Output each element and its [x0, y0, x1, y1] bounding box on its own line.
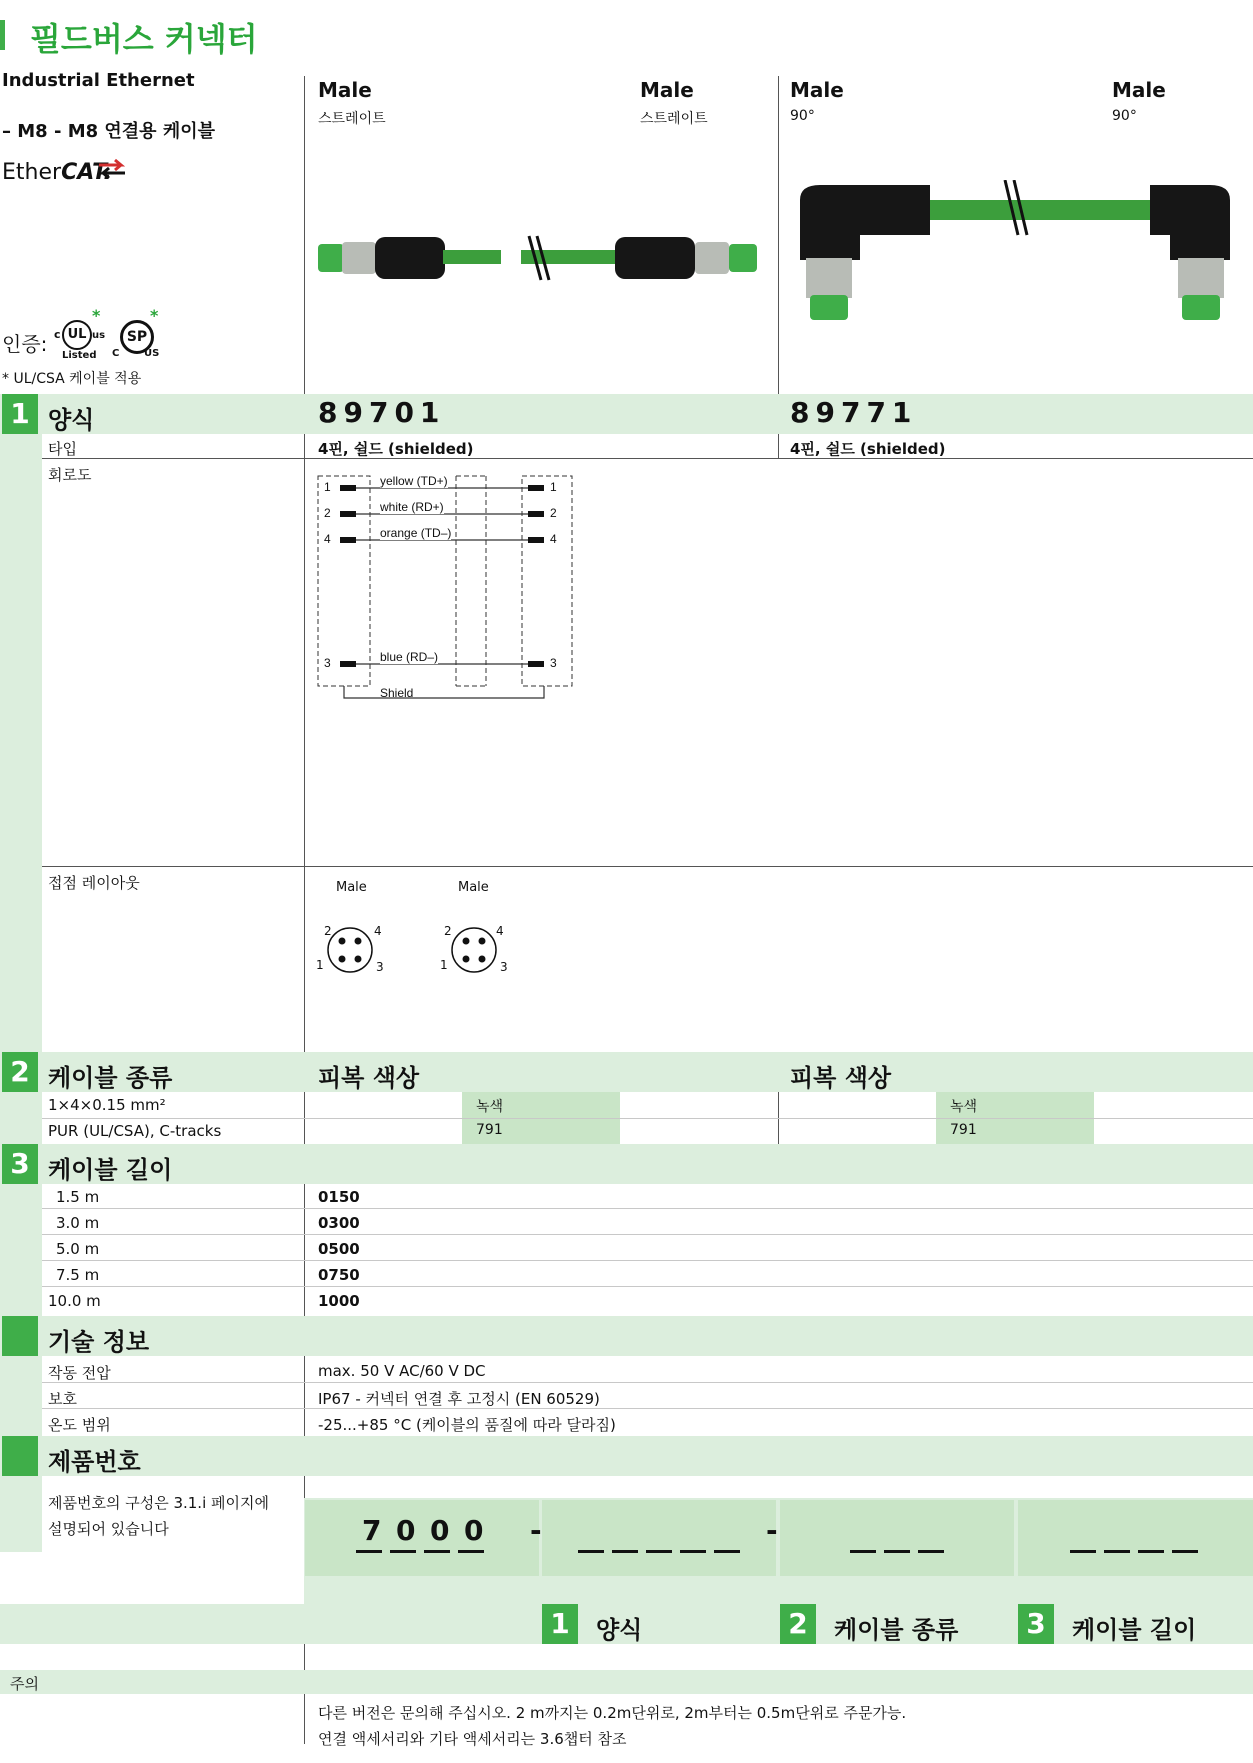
slot1-blank-1 — [578, 1550, 604, 1553]
circuit-label: 회로도 — [48, 466, 92, 484]
length-code-5: 1000 — [318, 1292, 360, 1310]
wire-label-white: white (RD+) — [380, 500, 444, 514]
tech-temp-label: 온도 범위 — [48, 1416, 111, 1434]
length-5: 10.0 m — [48, 1292, 101, 1310]
digit-underline-4 — [458, 1550, 484, 1553]
type-label: 타입 — [48, 440, 77, 458]
code-89771: 89771 — [790, 396, 918, 429]
digit-underline-2 — [390, 1550, 416, 1553]
digit-underline-3 — [424, 1550, 450, 1553]
col2-right-sub: 90° — [1112, 108, 1137, 124]
title-bar-marker — [0, 20, 5, 50]
partno-dash-2: - — [766, 1514, 784, 1547]
section2-number: 2 — [2, 1052, 38, 1092]
slot3-blank-1 — [1070, 1550, 1096, 1553]
csa-circle: SP — [120, 320, 154, 354]
cable-row1-label: 1×4×0.15 mm² — [48, 1096, 166, 1114]
cover-color-title-2: 피복 색상 — [790, 1064, 892, 1092]
tech-marker — [2, 1316, 38, 1356]
row-line-cable1 — [42, 1118, 1253, 1119]
length-1: 1.5 m — [56, 1188, 100, 1206]
ul-star: * — [92, 306, 101, 325]
legend-1-label: 양식 — [596, 1616, 643, 1644]
col1-right-label: Male — [640, 78, 694, 102]
tech-voltage-label: 작동 전압 — [48, 1364, 111, 1382]
notes-line1: 다른 버전은 문의해 주십시오. 2 m까지는 0.2m단위로, 2m부터는 0.5m단위로 주문가능. — [318, 1704, 907, 1722]
contact-1-pin3: 3 — [376, 960, 384, 974]
row-line-tech1 — [42, 1382, 1253, 1383]
divider-left — [304, 76, 305, 1744]
csa-star: * — [150, 306, 159, 325]
length-code-2: 0300 — [318, 1214, 360, 1232]
circuit-pin-left-2: 2 — [324, 506, 331, 520]
partno-dash-1: - — [530, 1514, 548, 1547]
slot2-blank-3 — [918, 1550, 944, 1553]
circuit-lines — [316, 472, 576, 702]
partno-desc-line2: 설명되어 있습니다 — [48, 1520, 169, 1538]
legend-3-label: 케이블 길이 — [1072, 1616, 1197, 1644]
ul-listed-text: Listed — [62, 350, 97, 361]
notes-band — [0, 1670, 1253, 1694]
cable-row2-label: PUR (UL/CSA), C-tracks — [48, 1122, 222, 1140]
slot1-blank-4 — [680, 1550, 706, 1553]
digit-underline-1 — [356, 1550, 382, 1553]
notes-line2: 연결 액세서리와 기타 액세서리는 3.6챕터 참조 — [318, 1730, 627, 1748]
slot1-blank-5 — [714, 1550, 740, 1553]
shield-label: Shield — [380, 686, 414, 700]
circuit-pin-right-4: 4 — [550, 532, 557, 546]
cable-row2-value-2: 791 — [950, 1122, 977, 1138]
tech-title: 기술 정보 — [48, 1328, 150, 1356]
contact-layout-label: 접점 레이아웃 — [48, 874, 140, 892]
row-line-len4 — [42, 1286, 1253, 1287]
csa-c-letter: C — [112, 348, 120, 359]
contact-layout-1 — [316, 880, 396, 980]
partno-slot-1 — [542, 1500, 776, 1576]
contact-2-pin3: 3 — [500, 960, 508, 974]
product-line1: Industrial Ethernet — [2, 70, 195, 91]
partno-digit-2: 0 — [396, 1514, 416, 1547]
contact-1-pin1: 1 — [316, 958, 324, 972]
contact-2-pin1: 1 — [440, 958, 448, 972]
ul-circle: UL — [62, 320, 92, 350]
page-title: 필드버스 커넥터 — [30, 20, 258, 58]
tech-voltage-value: max. 50 V AC/60 V DC — [318, 1362, 486, 1380]
contact-2-label: Male — [458, 880, 489, 895]
ul-us-letters: us — [92, 330, 106, 341]
partno-digit-1: 7 — [362, 1514, 382, 1547]
cert-label: 인증: — [2, 332, 48, 356]
section1-band — [0, 394, 1253, 434]
cable-row1-value-1: 녹색 — [476, 1099, 504, 1115]
tech-band — [0, 1316, 1253, 1356]
code-89701: 89701 — [318, 396, 446, 429]
ethercat-logo-text-b: CAT. — [61, 160, 112, 185]
row-line-tech2 — [42, 1408, 1253, 1409]
ethercat-logo — [2, 160, 112, 185]
straight-cable-image — [315, 230, 765, 290]
ethercat-logo-text-a: Ether — [2, 160, 62, 185]
wire-label-orange: orange (TD–) — [380, 526, 452, 540]
contact-2-pin4: 4 — [496, 924, 504, 938]
contact-1-label: Male — [336, 880, 367, 895]
legend-1-number: 1 — [542, 1604, 578, 1644]
col1-right-sub: 스트레이트 — [640, 111, 708, 127]
contact-2-face — [450, 926, 498, 974]
slot2-blank-1 — [850, 1550, 876, 1553]
contact-2-pin2: 2 — [444, 924, 452, 938]
length-code-3: 0500 — [318, 1240, 360, 1258]
section3-band — [0, 1144, 1253, 1184]
row-line-type — [42, 458, 1253, 459]
slot1-blank-2 — [612, 1550, 638, 1553]
col1-left-sub: 스트레이트 — [318, 111, 386, 127]
partno-slot-2 — [780, 1500, 1014, 1576]
product-line2: – M8 - M8 연결용 케이블 — [2, 121, 216, 142]
csa-us-letters: US — [144, 348, 160, 359]
slot3-blank-3 — [1138, 1550, 1164, 1553]
partno-desc-line1: 제품번호의 구성은 3.1.i 페이지에 — [48, 1494, 269, 1512]
wire-label-yellow: yellow (TD+) — [380, 474, 448, 488]
partno-digit-3: 0 — [430, 1514, 450, 1547]
length-3: 5.0 m — [56, 1240, 100, 1258]
angled-cable-image — [790, 180, 1240, 330]
slot1-blank-3 — [646, 1550, 672, 1553]
length-4: 7.5 m — [56, 1266, 100, 1284]
tech-protection-value: IP67 - 커넥터 연결 후 고정시 (EN 60529) — [318, 1390, 600, 1408]
left-spine — [0, 394, 42, 1552]
contact-1-face — [326, 926, 374, 974]
ethercat-arrows-icon — [97, 158, 127, 180]
row-line-circuit — [42, 866, 1253, 867]
cable-row1-value-2: 녹색 — [950, 1099, 978, 1115]
partno-title: 제품번호 — [48, 1448, 141, 1476]
contact-1-pin4: 4 — [374, 924, 382, 938]
circuit-pin-right-1: 1 — [550, 480, 557, 494]
circuit-pin-left-3: 3 — [324, 656, 331, 670]
row-line-len1 — [42, 1208, 1253, 1209]
circuit-pin-right-3: 3 — [550, 656, 557, 670]
partno-marker — [2, 1436, 38, 1476]
legend-2-number: 2 — [780, 1604, 816, 1644]
ul-c-letter: c — [54, 328, 61, 341]
section3-number: 3 — [2, 1144, 38, 1184]
cover-color-title-1: 피복 색상 — [318, 1064, 420, 1092]
partno-slot-prefix — [305, 1500, 539, 1576]
col2-left-sub: 90° — [790, 108, 815, 124]
slot3-blank-4 — [1172, 1550, 1198, 1553]
partno-digit-4: 0 — [464, 1514, 484, 1547]
slot2-blank-2 — [884, 1550, 910, 1553]
section3-title: 케이블 길이 — [48, 1156, 173, 1184]
circuit-pin-left-1: 1 — [324, 480, 331, 494]
circuit-pin-right-2: 2 — [550, 506, 557, 520]
contact-1-pin2: 2 — [324, 924, 332, 938]
legend-3-number: 3 — [1018, 1604, 1054, 1644]
length-code-4: 0750 — [318, 1266, 360, 1284]
cert-note: * UL/CSA 케이블 적용 — [2, 371, 142, 387]
partno-band — [0, 1436, 1253, 1476]
legend-2-label: 케이블 종류 — [834, 1616, 959, 1644]
cable-row2-value-1: 791 — [476, 1122, 503, 1138]
circuit-pin-left-4: 4 — [324, 532, 331, 546]
type-value-2: 4핀, 쉴드 (shielded) — [790, 440, 946, 458]
type-value-1: 4핀, 쉴드 (shielded) — [318, 440, 474, 458]
section1-number: 1 — [2, 394, 38, 434]
circuit-diagram — [316, 472, 576, 702]
length-code-1: 0150 — [318, 1188, 360, 1206]
tech-temp-value: -25...+85 °C (케이블의 품질에 따라 달라짐) — [318, 1416, 616, 1434]
row-line-len3 — [42, 1260, 1253, 1261]
col1-left-label: Male — [318, 78, 372, 102]
col2-right-label: Male — [1112, 78, 1166, 102]
section1-title: 양식 — [48, 406, 95, 434]
section2-band — [0, 1052, 1253, 1092]
length-2: 3.0 m — [56, 1214, 100, 1232]
col2-left-label: Male — [790, 78, 844, 102]
notes-label: 주의 — [10, 1675, 39, 1693]
wire-label-blue: blue (RD–) — [380, 650, 439, 664]
slot3-blank-2 — [1104, 1550, 1130, 1553]
partno-slot-3 — [1018, 1500, 1253, 1576]
tech-protection-label: 보호 — [48, 1390, 77, 1408]
row-line-len2 — [42, 1234, 1253, 1235]
contact-layout-2 — [440, 880, 520, 980]
section2-title: 케이블 종류 — [48, 1064, 173, 1092]
